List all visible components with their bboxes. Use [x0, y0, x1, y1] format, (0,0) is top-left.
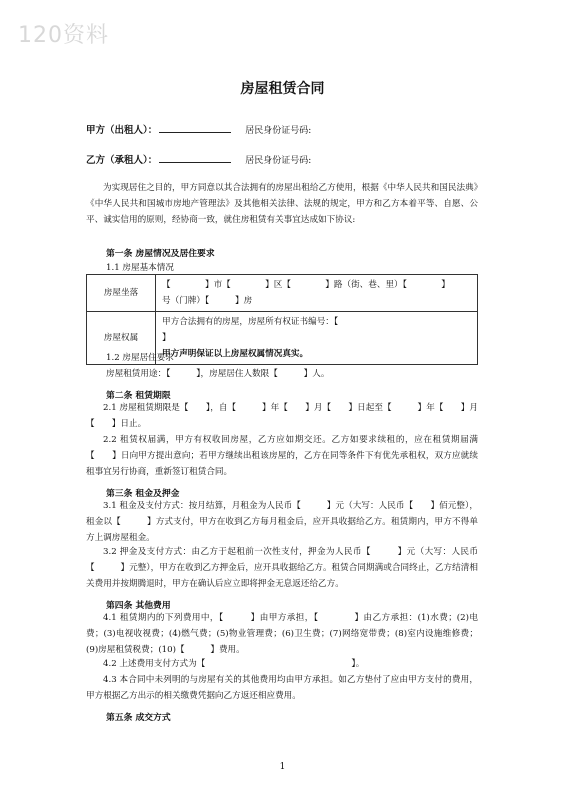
ownership-declaration: 甲方声明保证以上房屋权属情况真实。 [162, 349, 309, 359]
table-row [87, 275, 478, 312]
article-2-heading: 第二条 租赁期限 [106, 391, 171, 401]
ownership-line-1: 甲方合法拥有的房屋，房屋所有权证书编号：【 [162, 317, 339, 327]
section-1-2: 1.2 房屋居住要求 [106, 353, 174, 363]
section-3-1: 3.1 租金及支付方式：按月结算，月租金为人民币【 】元（大写：人民币【 】佰元整），租金以【 】方式支付，甲方在收到乙方每月租金后，应开具收据给乙方。租赁期内，甲方不得单方上调房屋租金。 [86, 501, 478, 543]
location-line-2: 号（门牌）【 】房 [162, 296, 253, 306]
article-4-heading: 第四条 其他费用 [106, 601, 171, 611]
intro-paragraph: 为实现居住之目的，甲方同意以其合法拥有的房屋出租给乙方使用，根据《中华人民共和国民法典》《中华人民共和国城市房地产管理法》及其他相关法律、法规的规定，甲方和乙方本着平等、自愿、公平、诚实信用的原则，经协商一致，就住房租赁有关事宜达成如下协议: [86, 183, 478, 225]
party-b-id-label: 居民身份证号码: [245, 156, 312, 166]
article-1-heading: 第一条 房屋情况及居住要求 [106, 249, 215, 259]
location-label: 房屋坐落 [87, 275, 156, 312]
section-2-2: 2.2 租赁权届满，甲方有权收回房屋，乙方应如期交还。乙方如要求续租的，应在租赁期届满【 】日向甲方提出意向；若甲方继续出租该房屋的，乙方在同等条件下有优先承租权，双方应就续租事宜另行协商，重新签订租赁合同。 [86, 435, 478, 477]
party-a-label: 甲方（出租人）： [86, 125, 158, 136]
party-a-line [86, 122, 311, 136]
article-5-heading: 第五条 成交方式 [106, 713, 171, 723]
location-cell [156, 275, 478, 312]
section-1-1: 1.1 房屋基本情况 [106, 263, 174, 273]
article-3-heading: 第三条 租金及押金 [106, 489, 180, 499]
ownership-line-2: 】 [162, 333, 171, 343]
party-a-name-blank[interactable] [159, 123, 231, 133]
party-b-name-blank[interactable] [159, 153, 231, 163]
location-line-1: 【 】市【 】区【 】路（街、巷、里）【 】 [162, 280, 450, 290]
ownership-cell [156, 312, 478, 365]
party-b-label: 乙方（承租人）： [86, 155, 158, 166]
document-title: 房屋租赁合同 [240, 81, 325, 97]
section-3-2: 3.2 押金及支付方式：由乙方于起租前一次性支付，押金为人民币【 】元（大写：人民币【 】元整），甲方在收到乙方押金后，应开具收据给乙方。租赁合同期满或合同终止，乙方结清相关费用并按期腾退时，甲方在确认后应立即将押金无息返还给乙方。 [86, 547, 478, 589]
ownership-label: 房屋权属 [87, 312, 156, 365]
section-4-3: 4.3 本合同中未列明的与房屋有关的其他费用均由甲方承担。如乙方垫付了应由甲方支付的费用，甲方根据乙方出示的相关缴费凭据向乙方返还相应费用。 [86, 675, 478, 701]
section-4-1: 4.1 租赁期内的下列费用中，【 】由甲方承担，【 】由乙方承担：(1)水费；(2)电费；(3)电视收视费；(4)燃气费；(5)物业管理费；(6)卫生费；(7)网络宽带费；(8)室内设施维修费；(9)房屋租赁税费；(10)【 】费用。 [86, 613, 478, 655]
section-2-1: 2.1 房屋租赁期限是【 】，自【 】年【 】月【 】日起至【 】年【 】月【 】日止。 [86, 403, 478, 429]
page-number: 1 [279, 762, 286, 772]
section-1-2-text: 房屋租赁用途：【 】，房屋居住人数限【 】人。 [106, 369, 330, 379]
section-4-2: 4.2 上述费用支付方式为【 】。 [103, 659, 365, 669]
party-a-id-label: 居民身份证号码: [245, 126, 312, 136]
watermark: 120资料 [18, 23, 109, 48]
party-b-line [86, 152, 311, 166]
